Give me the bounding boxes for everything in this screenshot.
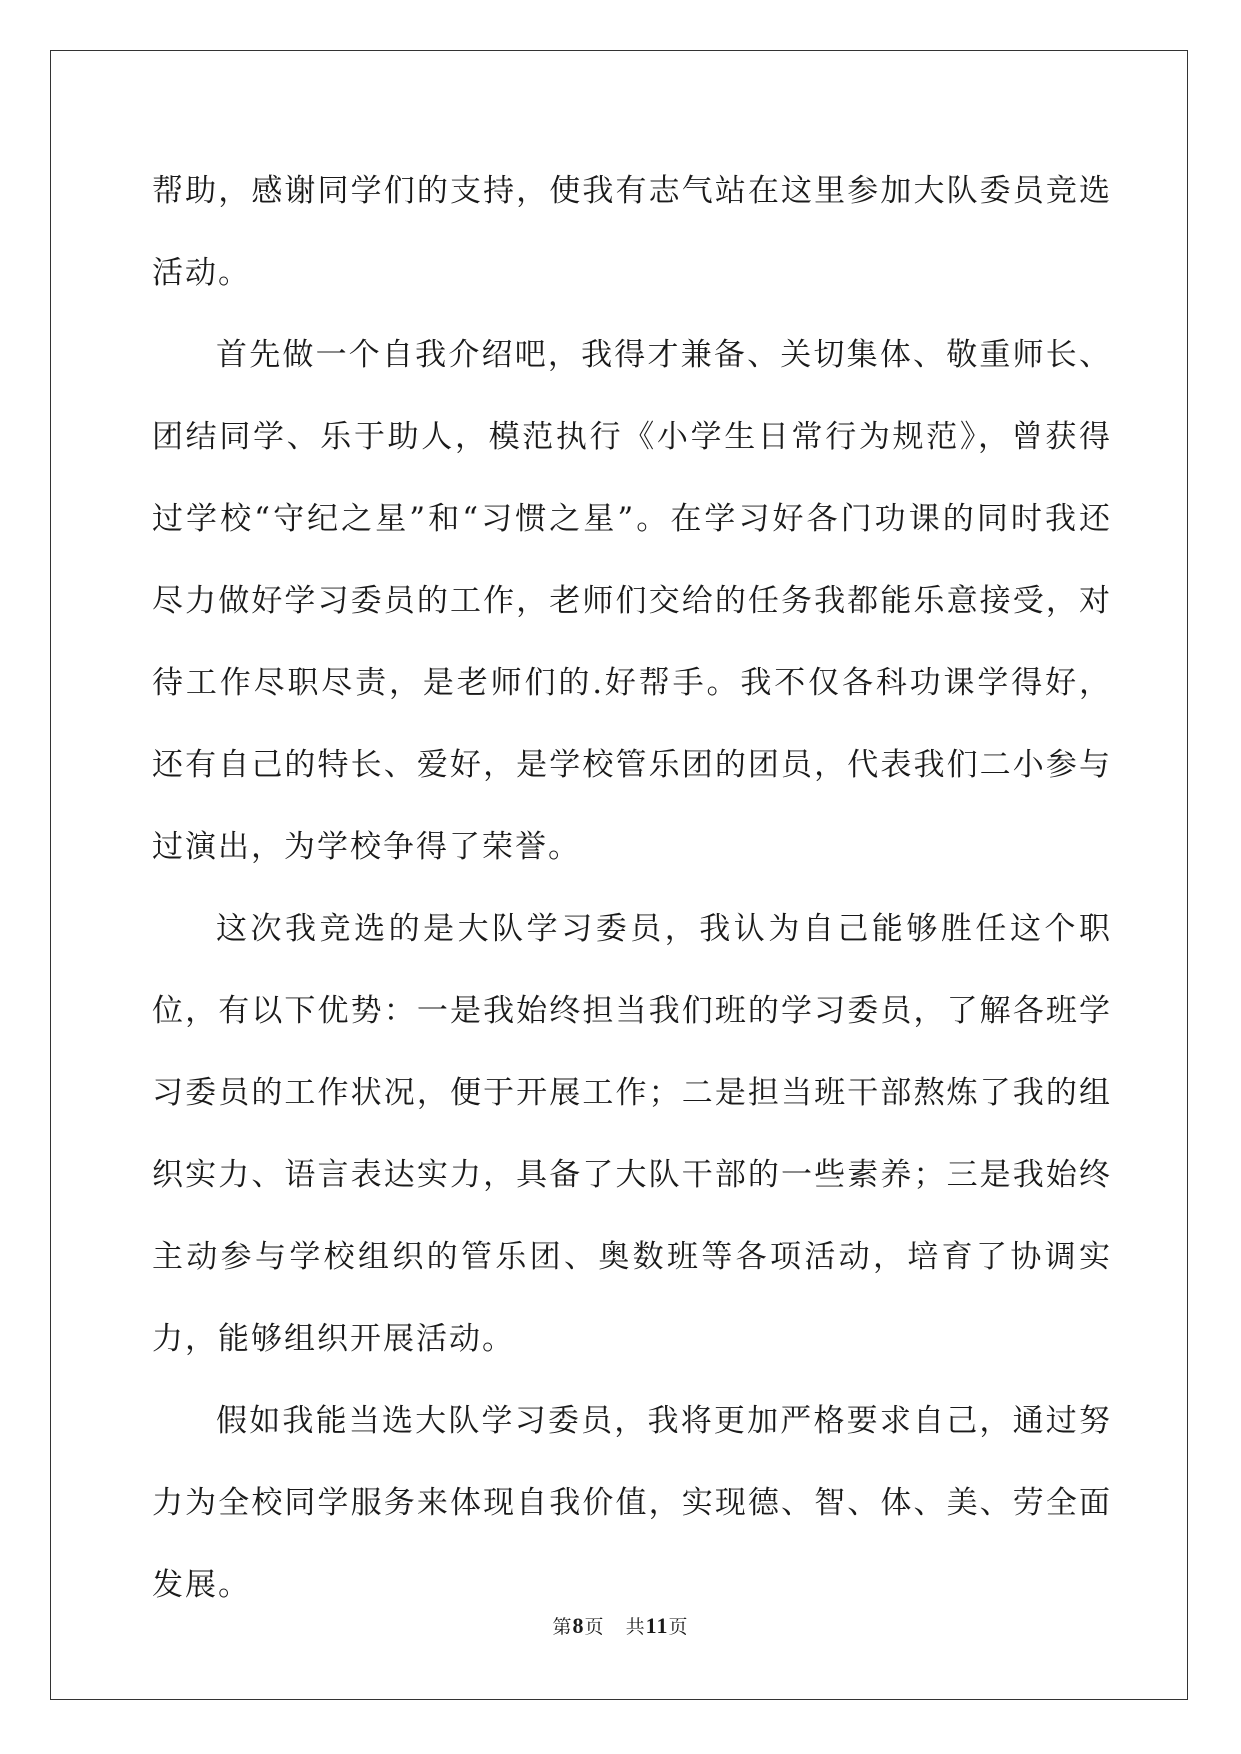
page-suffix: 页 [584, 1616, 605, 1638]
total-prefix: 共 [625, 1616, 646, 1638]
page-number: 8 [572, 1613, 585, 1638]
paragraph-4: 假如我能当选大队学习委员，我将更加严格要求自己，通过努力为全校同学服务来体现自我价值，实现德、智、体、美、劳全面发展。 [152, 1403, 1112, 1603]
total-pages: 11 [645, 1613, 669, 1638]
page-footer [0, 1612, 1241, 1639]
document-body [152, 150, 1112, 1626]
page-prefix: 第 [552, 1616, 573, 1638]
paragraph-3: 这次我竞选的是大队学习委员，我认为自己能够胜任这个职位，有以下优势：一是我始终担当我们班的学习委员，了解各班学习委员的工作状况，便于开展工作；二是担当班干部熬炼了我的组织实力、语言表达实力，具备了大队干部的一些素养；三是我始终主动参与学校组织的管乐团、奥数班等各项活动，培育了协调实力，能够组织开展活动。 [152, 911, 1112, 1357]
paragraph-2: 首先做一个自我介绍吧，我得才兼备、关切集体、敬重师长、团结同学、乐于助人，模范执行《小学生日常行为规范》，曾获得过学校“守纪之星”和“习惯之星”。在学习好各门功课的同时我还尽力做好学习委员的工作，老师们交给的任务我都能乐意接受，对待工作尽职尽责，是老师们的.好帮手。我不仅各科功课学得好，还有自己的特长、爱好，是学校管乐团的团员，代表我们二小参与过演出，为学校争得了荣誉。 [152, 337, 1112, 865]
paragraph-1: 帮助，感谢同学们的支持，使我有志气站在这里参加大队委员竞选活动。 [152, 173, 1112, 291]
total-suffix: 页 [668, 1616, 689, 1638]
